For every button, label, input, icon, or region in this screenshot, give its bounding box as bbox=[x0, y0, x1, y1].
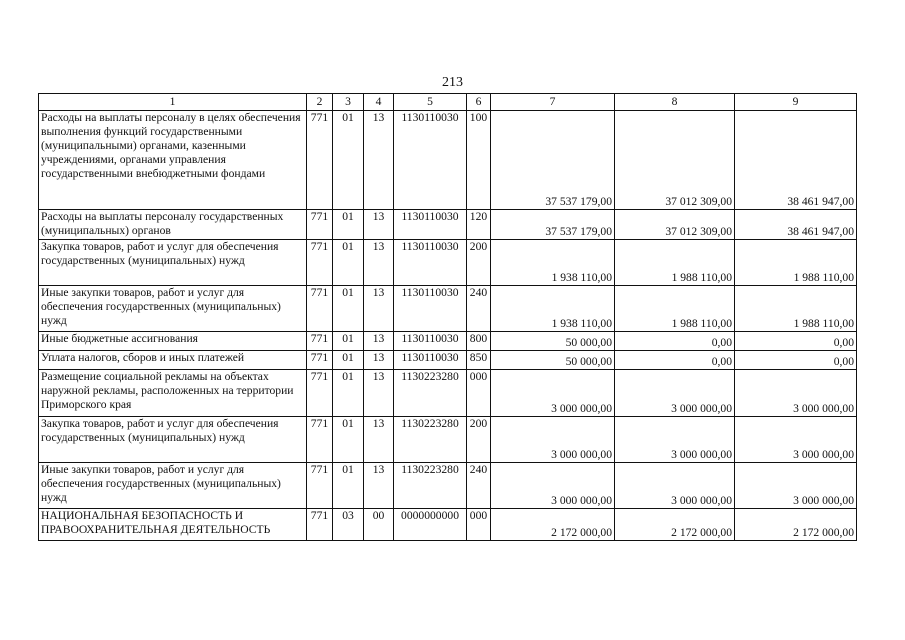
amount-cell: 3 000 000,00 bbox=[735, 417, 857, 463]
amount-cell: 50 000,00 bbox=[491, 351, 615, 370]
amount-cell: 2 172 000,00 bbox=[615, 509, 735, 541]
ministry-code-cell: 771 bbox=[307, 240, 333, 286]
target-article-cell: 1130110030 bbox=[394, 111, 467, 210]
ministry-code-cell: 771 bbox=[307, 111, 333, 210]
amount-cell: 3 000 000,00 bbox=[615, 417, 735, 463]
expense-name-cell: Закупка товаров, работ и услуг для обеспечения государственных (муниципальных) нужд bbox=[39, 417, 307, 463]
ministry-code-cell: 771 bbox=[307, 351, 333, 370]
amount-cell: 37 012 309,00 bbox=[615, 111, 735, 210]
amount-cell: 1 988 110,00 bbox=[615, 286, 735, 332]
expense-name-cell: Иные бюджетные ассигнования bbox=[39, 332, 307, 351]
table-row bbox=[39, 240, 857, 286]
amount-cell: 38 461 947,00 bbox=[735, 111, 857, 210]
amount-cell: 37 537 179,00 bbox=[491, 111, 615, 210]
column-header: 2 bbox=[307, 94, 333, 111]
amount-cell: 37 012 309,00 bbox=[615, 210, 735, 240]
column-header: 3 bbox=[333, 94, 364, 111]
target-article-cell: 1130223280 bbox=[394, 417, 467, 463]
expense-type-cell: 100 bbox=[467, 111, 491, 210]
table-row bbox=[39, 370, 857, 417]
expense-type-cell: 000 bbox=[467, 370, 491, 417]
subsection-code-cell: 13 bbox=[364, 286, 394, 332]
ministry-code-cell: 771 bbox=[307, 370, 333, 417]
subsection-code-cell: 13 bbox=[364, 463, 394, 509]
page-number: 213 bbox=[442, 75, 463, 90]
target-article-cell: 1130110030 bbox=[394, 240, 467, 286]
subsection-code-cell: 13 bbox=[364, 111, 394, 210]
expense-name-cell: Уплата налогов, сборов и иных платежей bbox=[39, 351, 307, 370]
amount-cell: 3 000 000,00 bbox=[491, 417, 615, 463]
amount-cell: 0,00 bbox=[735, 332, 857, 351]
section-code-cell: 01 bbox=[333, 351, 364, 370]
section-code-cell: 01 bbox=[333, 370, 364, 417]
amount-cell: 38 461 947,00 bbox=[735, 210, 857, 240]
section-code-cell: 01 bbox=[333, 286, 364, 332]
table-row bbox=[39, 286, 857, 332]
expense-type-cell: 240 bbox=[467, 463, 491, 509]
amount-cell: 2 172 000,00 bbox=[735, 509, 857, 541]
amount-cell: 3 000 000,00 bbox=[615, 370, 735, 417]
table-header-row bbox=[39, 94, 857, 111]
subsection-code-cell: 13 bbox=[364, 370, 394, 417]
column-header: 9 bbox=[735, 94, 857, 111]
column-header: 4 bbox=[364, 94, 394, 111]
table-row bbox=[39, 210, 857, 240]
expense-type-cell: 800 bbox=[467, 332, 491, 351]
table-row bbox=[39, 417, 857, 463]
section-code-cell: 01 bbox=[333, 463, 364, 509]
target-article-cell: 1130110030 bbox=[394, 332, 467, 351]
column-header: 1 bbox=[39, 94, 307, 111]
amount-cell: 1 988 110,00 bbox=[735, 286, 857, 332]
budget-table bbox=[38, 93, 857, 541]
amount-cell: 3 000 000,00 bbox=[615, 463, 735, 509]
section-code-cell: 03 bbox=[333, 509, 364, 541]
amount-cell: 50 000,00 bbox=[491, 332, 615, 351]
subsection-code-cell: 13 bbox=[364, 240, 394, 286]
subsection-code-cell: 13 bbox=[364, 332, 394, 351]
subsection-code-cell: 13 bbox=[364, 210, 394, 240]
target-article-cell: 1130110030 bbox=[394, 351, 467, 370]
target-article-cell: 0000000000 bbox=[394, 509, 467, 541]
subsection-code-cell: 13 bbox=[364, 351, 394, 370]
target-article-cell: 1130223280 bbox=[394, 370, 467, 417]
table-row bbox=[39, 332, 857, 351]
amount-cell: 37 537 179,00 bbox=[491, 210, 615, 240]
table-row bbox=[39, 111, 857, 210]
table-row bbox=[39, 509, 857, 541]
target-article-cell: 1130110030 bbox=[394, 286, 467, 332]
amount-cell: 1 938 110,00 bbox=[491, 240, 615, 286]
expense-type-cell: 200 bbox=[467, 240, 491, 286]
ministry-code-cell: 771 bbox=[307, 332, 333, 351]
expense-type-cell: 240 bbox=[467, 286, 491, 332]
amount-cell: 1 938 110,00 bbox=[491, 286, 615, 332]
amount-cell: 0,00 bbox=[735, 351, 857, 370]
section-code-cell: 01 bbox=[333, 332, 364, 351]
section-code-cell: 01 bbox=[333, 111, 364, 210]
expense-type-cell: 850 bbox=[467, 351, 491, 370]
expense-name-cell: Размещение социальной рекламы на объектах наружной рекламы, расположенных на территории Приморского края bbox=[39, 370, 307, 417]
expense-type-cell: 120 bbox=[467, 210, 491, 240]
table-row bbox=[39, 351, 857, 370]
column-header: 6 bbox=[467, 94, 491, 111]
column-header: 7 bbox=[491, 94, 615, 111]
ministry-code-cell: 771 bbox=[307, 286, 333, 332]
expense-name-cell: Иные закупки товаров, работ и услуг для обеспечения государственных (муниципальных) нужд bbox=[39, 463, 307, 509]
column-header: 8 bbox=[615, 94, 735, 111]
target-article-cell: 1130223280 bbox=[394, 463, 467, 509]
table-row bbox=[39, 463, 857, 509]
target-article-cell: 1130110030 bbox=[394, 210, 467, 240]
subsection-code-cell: 00 bbox=[364, 509, 394, 541]
amount-cell: 2 172 000,00 bbox=[491, 509, 615, 541]
amount-cell: 3 000 000,00 bbox=[491, 370, 615, 417]
amount-cell: 3 000 000,00 bbox=[735, 463, 857, 509]
amount-cell: 0,00 bbox=[615, 351, 735, 370]
expense-name-cell: Расходы на выплаты персоналу в целях обеспечения выполнения функций государственными (муниципальными) органами, казенными учреждениями, органами управления государственными внебюджетными фондами bbox=[39, 111, 307, 210]
ministry-code-cell: 771 bbox=[307, 417, 333, 463]
section-code-cell: 01 bbox=[333, 240, 364, 286]
section-code-cell: 01 bbox=[333, 210, 364, 240]
amount-cell: 3 000 000,00 bbox=[735, 370, 857, 417]
expense-name-cell: Иные закупки товаров, работ и услуг для обеспечения государственных (муниципальных) нужд bbox=[39, 286, 307, 332]
amount-cell: 1 988 110,00 bbox=[615, 240, 735, 286]
amount-cell: 3 000 000,00 bbox=[491, 463, 615, 509]
ministry-code-cell: 771 bbox=[307, 509, 333, 541]
expense-name-cell: Закупка товаров, работ и услуг для обеспечения государственных (муниципальных) нужд bbox=[39, 240, 307, 286]
expense-name-cell: НАЦИОНАЛЬНАЯ БЕЗОПАСНОСТЬ И ПРАВООХРАНИТЕЛЬНАЯ ДЕЯТЕЛЬНОСТЬ bbox=[39, 509, 307, 541]
amount-cell: 1 988 110,00 bbox=[735, 240, 857, 286]
expense-type-cell: 200 bbox=[467, 417, 491, 463]
subsection-code-cell: 13 bbox=[364, 417, 394, 463]
amount-cell: 0,00 bbox=[615, 332, 735, 351]
section-code-cell: 01 bbox=[333, 417, 364, 463]
column-header: 5 bbox=[394, 94, 467, 111]
expense-name-cell: Расходы на выплаты персоналу государственных (муниципальных) органов bbox=[39, 210, 307, 240]
ministry-code-cell: 771 bbox=[307, 463, 333, 509]
expense-type-cell: 000 bbox=[467, 509, 491, 541]
ministry-code-cell: 771 bbox=[307, 210, 333, 240]
